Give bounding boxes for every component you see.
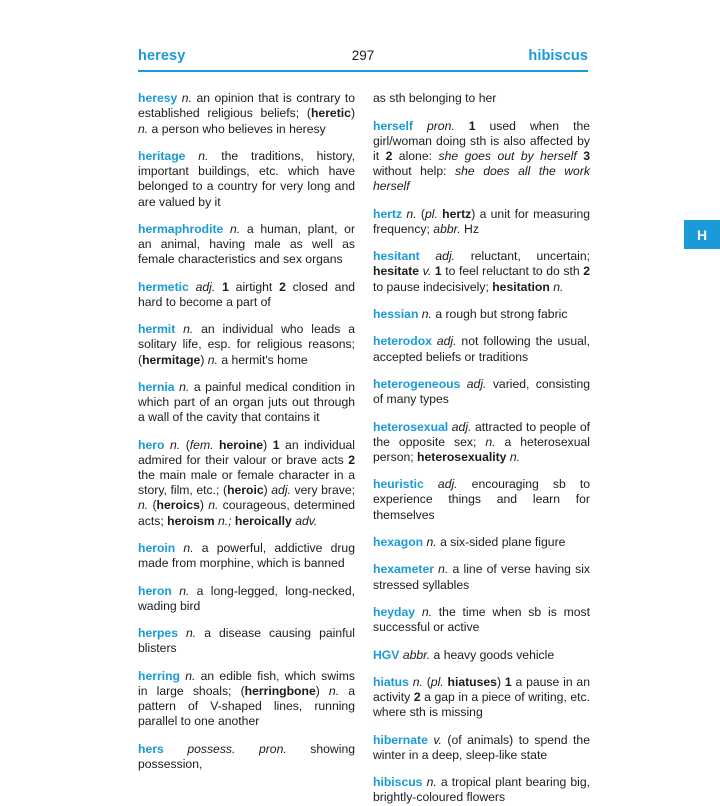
- entry-text: 2: [348, 452, 355, 467]
- entry-text: abbr.: [433, 221, 461, 236]
- entry-headword: hertz: [373, 206, 403, 221]
- entry-text: attracted to people of the opposite sex;: [373, 419, 590, 449]
- entry-text: courageous, determined acts;: [138, 498, 355, 528]
- entry-text: hesitate: [373, 264, 420, 279]
- entry-text: abbr.: [402, 647, 431, 662]
- dictionary-entry: [373, 605, 590, 635]
- entry-text: possess. pron.: [187, 741, 287, 756]
- entry-text: an opinion that is contrary to established religious beliefs; (: [138, 91, 356, 121]
- thumb-index: [600, 0, 720, 720]
- entry-headword: hero: [138, 437, 165, 452]
- entry-text: [164, 742, 188, 756]
- entry-text: a painful medical condition in which part of an organ juts out through a wall of the cavity that contains it: [138, 379, 356, 425]
- entry-text: [185, 149, 198, 163]
- entry-text: n.: [183, 322, 194, 337]
- entry-text: [424, 477, 438, 491]
- entry-headword: hessian: [373, 307, 419, 321]
- entry-text: [413, 119, 427, 133]
- entry-text: 2: [279, 279, 286, 294]
- thumb-tab-h: [684, 220, 720, 249]
- entry-text: hiatuses: [447, 674, 497, 689]
- entry-text: to pause indecisively;: [373, 279, 493, 294]
- entry-headword: heron: [138, 583, 172, 598]
- entry-headword: hermit: [138, 322, 176, 337]
- entry-text: n.: [553, 279, 564, 294]
- dictionary-entry: [138, 669, 355, 730]
- entry-text: reluctant, uncertain;: [455, 249, 590, 264]
- dictionary-entry: [373, 477, 590, 523]
- entry-text: a six-sided plane figure: [436, 535, 566, 549]
- entry-text: a heterosexual person;: [373, 434, 591, 464]
- entry-text: herringbone: [244, 683, 316, 698]
- entry-text: an individual who leads a solitary life, esp. for religious reasons; (: [138, 322, 355, 367]
- entry-text: 1: [504, 674, 512, 689]
- entry-text: v.: [422, 264, 432, 279]
- entry-text: ) a unit for measuring frequency;: [373, 206, 591, 236]
- dictionary-entry: [373, 775, 590, 805]
- entry-text: n.: [421, 604, 432, 619]
- page-header: [138, 48, 588, 64]
- entry-headword: herself: [373, 118, 413, 133]
- entry-text: airtight: [228, 279, 280, 294]
- entry-text: 1: [468, 118, 476, 133]
- entry-text: a human, plant, or an animal, having male as well as female characteristics and sex organs: [138, 221, 355, 267]
- entry-text: heroics: [156, 498, 200, 513]
- entry-text: a hermit's home: [217, 352, 308, 367]
- dictionary-entry: [373, 307, 590, 322]
- dictionary-entry: [138, 91, 355, 137]
- entry-text: ): [200, 352, 208, 367]
- entry-text: (of animals) to spend the winter in a deep, sleep-like state: [373, 732, 590, 762]
- dictionary-entry: [138, 438, 355, 529]
- entry-text: a pause in an activity: [373, 674, 590, 705]
- entry-headword: heyday: [373, 604, 416, 619]
- entry-text: n.: [138, 121, 149, 136]
- page-number: 297: [351, 48, 375, 63]
- entry-text: n.: [207, 352, 218, 367]
- entry-text: (: [148, 498, 157, 513]
- entry-text: [178, 626, 186, 640]
- entry-text: a rough but strong fabric: [431, 307, 568, 321]
- entry-text: 2: [583, 264, 591, 279]
- entry-text: 1: [222, 279, 229, 294]
- entry-text: very brave;: [290, 483, 355, 498]
- entry-text: the main male or female character in a story, film, etc.; (: [138, 468, 355, 498]
- entry-text: adj.: [436, 334, 457, 349]
- entry-text: adj.: [451, 419, 472, 434]
- entry-text: 3: [583, 148, 591, 163]
- dictionary-entry: [138, 584, 355, 614]
- header-rule: [138, 70, 588, 72]
- entry-text: 2: [385, 148, 393, 163]
- dictionary-entry: [373, 733, 590, 763]
- entry-text: n.: [412, 674, 423, 689]
- entry-text: (: [180, 437, 190, 452]
- entry-headword: heterosexual: [373, 419, 449, 434]
- carryover-text: as sth belonging to her: [373, 91, 497, 106]
- entry-headword: HGV: [373, 647, 400, 662]
- entry-text: hermitage: [142, 352, 201, 367]
- entry-text: showing possession,: [138, 741, 355, 771]
- entry-text: n.: [509, 449, 521, 464]
- entry-headword: hibiscus: [373, 775, 423, 790]
- entry-text: heroic: [227, 483, 264, 498]
- entry-text: used when the girl/woman doing sth is also affected by it: [373, 118, 591, 163]
- entry-text: n.: [421, 307, 432, 321]
- entry-text: heretic: [310, 106, 351, 121]
- entry-text: n.: [438, 562, 449, 577]
- entry-text: the traditions, history, important buildings, etc. which have belonged to a country for very long and are valued by it: [138, 148, 355, 209]
- entry-headword: hermetic: [138, 279, 189, 294]
- entry-text: adv.: [295, 513, 318, 528]
- entry-text: n.: [138, 498, 149, 513]
- entry-text: pron.: [426, 118, 455, 133]
- dictionary-entry: [138, 742, 355, 772]
- entry-text: heroically: [234, 513, 292, 528]
- entry-headword: hesitant: [373, 249, 420, 264]
- entry-text: ): [263, 437, 273, 452]
- entry-headword: heroin: [138, 541, 176, 555]
- left-running-head: heresy: [138, 48, 186, 64]
- entry-text: n.: [185, 668, 196, 683]
- dictionary-entry: [373, 207, 590, 237]
- entry-text: adj.: [435, 249, 456, 264]
- entry-headword: hers: [138, 741, 164, 756]
- entry-text: 1: [434, 264, 442, 279]
- entry-text: [223, 222, 230, 236]
- entry-headword: hexameter: [373, 562, 434, 577]
- thumb-tab-letter: H: [696, 226, 708, 243]
- entry-text: heroism: [167, 513, 215, 528]
- entry-text: n.: [179, 583, 190, 598]
- entry-headword: heritage: [138, 148, 186, 163]
- entry-text: v.: [433, 732, 442, 747]
- entry-text: n.;: [217, 513, 232, 528]
- entry-text: without help:: [373, 164, 456, 179]
- entry-text: n.: [198, 148, 209, 163]
- entry-text: a tropical plant bearing big, brightly-coloured flowers: [373, 775, 591, 805]
- entry-text: a long-legged, long-necked, wading bird: [138, 583, 355, 613]
- entry-headword: heterogeneous: [373, 376, 461, 391]
- dictionary-entry: [373, 119, 590, 195]
- entry-text: n.: [183, 541, 194, 555]
- entry-headword: herpes: [138, 626, 178, 641]
- entry-headword: hermaphrodite: [138, 221, 224, 236]
- entry-headword: hibernate: [373, 732, 428, 747]
- entry-text: adj.: [466, 376, 487, 391]
- entry-headword: hiatus: [373, 674, 409, 689]
- dictionary-entry: [138, 380, 355, 426]
- entry-text: a gap in a piece of writing, etc. where sth is missing: [373, 690, 590, 720]
- entry-text: pl.: [430, 674, 444, 689]
- entry-text: n.: [169, 437, 181, 452]
- dictionary-entry: [373, 535, 590, 550]
- dictionary-entry: [138, 280, 355, 310]
- entry-text: n.: [426, 775, 437, 790]
- entry-text: n.: [485, 434, 496, 449]
- entry-text: hertz: [442, 206, 472, 221]
- entry-text: n.: [328, 683, 340, 698]
- entry-text: n.: [179, 379, 190, 394]
- entry-text: an edible fish, which swims in large shoals; (: [138, 668, 355, 698]
- entry-text: heterosexuality: [417, 449, 507, 464]
- entry-text: an individual admired for their valour or brave acts: [138, 437, 355, 467]
- entry-text: n.: [181, 91, 192, 106]
- dictionary-entry: [138, 149, 355, 210]
- entry-text: a powerful, addictive drug made from morphine, which is banned: [138, 541, 355, 571]
- dictionary-entry: [138, 541, 355, 571]
- entry-text: varied, consisting of many types: [373, 376, 590, 407]
- entry-text: a line of verse having six stressed syllables: [373, 562, 590, 592]
- entry-text: (: [416, 206, 425, 221]
- entry-headword: hexagon: [373, 535, 424, 549]
- entry-text: a person who believes in heresy: [148, 121, 326, 136]
- entry-text: adj.: [271, 483, 291, 498]
- dictionary-entry: [373, 562, 590, 592]
- right-column: [373, 79, 591, 805]
- dictionary-entry: [373, 249, 590, 295]
- entry-text: ): [263, 483, 272, 498]
- entry-text: to feel reluctant to do sth: [441, 264, 584, 279]
- right-running-head: hibiscus: [528, 48, 588, 64]
- entry-text: she goes out by herself: [438, 148, 577, 163]
- entry-text: fem.: [189, 437, 214, 452]
- entry-text: [420, 249, 436, 263]
- entry-headword: heuristic: [373, 477, 424, 492]
- entry-text: adj.: [437, 477, 458, 492]
- dictionary-entry: [138, 322, 355, 368]
- entry-text: not following the usual, accepted beliefs or traditions: [373, 334, 590, 364]
- entry-text: Hz: [460, 221, 479, 236]
- entry-headword: heterodox: [373, 334, 432, 349]
- entry-text: adj.: [195, 279, 216, 294]
- dictionary-entry: [373, 334, 590, 364]
- dictionary-entry: [373, 377, 590, 407]
- entry-text: alone:: [392, 148, 439, 163]
- entry-text: n.: [230, 221, 241, 236]
- entry-text: (: [422, 674, 431, 689]
- dictionary-entry: [373, 420, 590, 466]
- entry-text: 1: [272, 437, 280, 452]
- entry-text: heroine: [219, 437, 264, 452]
- entry-text: [189, 280, 196, 294]
- entry-text: n.: [426, 535, 437, 549]
- entry-text: n.: [406, 206, 417, 221]
- entry-text: ): [496, 674, 505, 689]
- entry-headword: herring: [138, 668, 180, 683]
- columns-container: [138, 79, 591, 805]
- entry-text: closed and hard to become a part of: [138, 279, 356, 309]
- entry-text: she does all the work herself: [373, 164, 590, 194]
- entry-text: ): [315, 683, 329, 698]
- entry-text: a disease causing painful blisters: [138, 626, 355, 656]
- entry-text: pl.: [424, 206, 438, 221]
- entry-text: the time when sb is most successful or active: [373, 604, 590, 635]
- entry-text: ): [350, 106, 355, 121]
- entry-headword: hernia: [138, 379, 175, 394]
- entry-text: n.: [186, 626, 197, 641]
- entry-text: 2: [413, 690, 421, 705]
- entry-text: hesitation: [492, 279, 550, 294]
- dictionary-entry: [138, 222, 355, 268]
- left-column: [138, 79, 356, 771]
- dictionary-entry: [373, 648, 590, 663]
- entry-text: a heavy goods vehicle: [430, 647, 555, 662]
- entry-text: ): [199, 498, 209, 513]
- entry-text: [175, 322, 183, 336]
- entry-text: [455, 119, 469, 133]
- entry-text: a pattern of V-shaped lines, running parallel to one another: [138, 683, 355, 729]
- dictionary-entry: [138, 626, 355, 656]
- entry-headword: heresy: [138, 91, 178, 106]
- entry-text: encouraging sb to experience things and learn for themselves: [373, 477, 591, 522]
- dictionary-entry: [373, 675, 590, 721]
- entry-text: [415, 605, 422, 619]
- entry-text: n.: [208, 498, 219, 513]
